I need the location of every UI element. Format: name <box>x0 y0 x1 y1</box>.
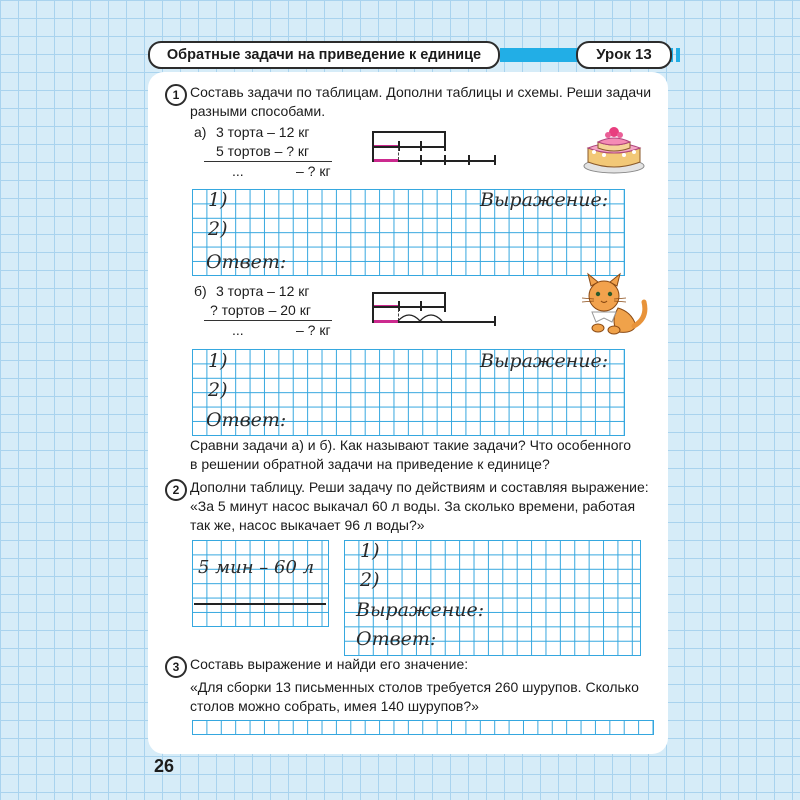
task-2-text-line2: «За 5 минут насос выкачал 60 л воды. За сколько времени, работая <box>190 498 636 514</box>
part-b-row3-left: ... <box>232 322 244 338</box>
workbook-page <box>148 72 668 754</box>
task-2-expression: Выражение: <box>356 599 485 621</box>
part-a-row1: 3 торта – 12 кг <box>216 124 310 140</box>
task-2-text-line3: так же, насос выкачает 96 л воды?» <box>190 517 425 533</box>
lesson-number: Урок 13 <box>576 41 672 69</box>
task-2-number: 2 <box>165 479 187 501</box>
part-b-row2: ? тортов – 20 кг <box>210 302 311 318</box>
lesson-header <box>148 41 670 67</box>
grid-b-answer: Ответ: <box>206 409 287 431</box>
grid-a-answer: Ответ: <box>206 251 287 273</box>
part-b-row3-right: – ? кг <box>296 322 331 338</box>
task-2-table-grid[interactable] <box>192 540 329 627</box>
page-number: 26 <box>154 756 175 776</box>
task-3-text-line3: столов можно собрать, имея 140 шурупов?» <box>190 698 479 714</box>
grid-a-expression: Выражение: <box>480 189 609 211</box>
grid-a-step2: 2) <box>208 218 228 240</box>
task-2-step2: 2) <box>360 569 380 591</box>
task-1-text-line2: разными способами. <box>190 103 326 119</box>
part-a-row2: 5 тортов – ? кг <box>216 143 310 159</box>
task-3-text-line2: «Для сборки 13 письменных столов требуется 260 шурупов. Сколько <box>190 679 639 695</box>
grid-b-step2: 2) <box>208 379 228 401</box>
part-b-label: б) <box>194 283 207 299</box>
task-3-text-line1: Составь выражение и найди его значение: <box>190 656 469 672</box>
task-2-step1: 1) <box>360 540 380 562</box>
task-3-answer-grid[interactable] <box>192 720 654 735</box>
compare-text-line2: в решении обратной задачи на приведение к единице? <box>190 456 550 472</box>
cat-illustration <box>574 272 652 336</box>
lesson-title: Обратные задачи на приведение к единице <box>148 41 500 69</box>
task-2-text-line1: Дополни таблицу. Реши задачу по действиям и составляя выражение: <box>190 479 649 495</box>
task-1-number: 1 <box>165 84 187 106</box>
compare-text-line1: Сравни задачи а) и б). Как называют такие задачи? Что особенного <box>190 437 632 453</box>
task-2-answer: Ответ: <box>356 628 437 650</box>
grid-b-expression: Выражение: <box>480 350 609 372</box>
cake-illustration <box>580 118 648 176</box>
part-a-row3-left: ... <box>232 163 244 179</box>
part-a-label: а) <box>194 124 207 140</box>
part-b-row1: 3 торта – 12 кг <box>216 283 310 299</box>
task-2-table-row: 5 мин – 60 л <box>198 557 315 578</box>
task-3-number: 3 <box>165 656 187 678</box>
task-1-text-line1: Составь задачи по таблицам. Дополни таблицы и схемы. Реши задачи <box>190 84 652 100</box>
grid-a-step1: 1) <box>208 189 228 211</box>
task-2-table-rule <box>194 603 326 605</box>
part-a-row3-right: – ? кг <box>296 163 331 179</box>
grid-b-step1: 1) <box>208 350 228 372</box>
